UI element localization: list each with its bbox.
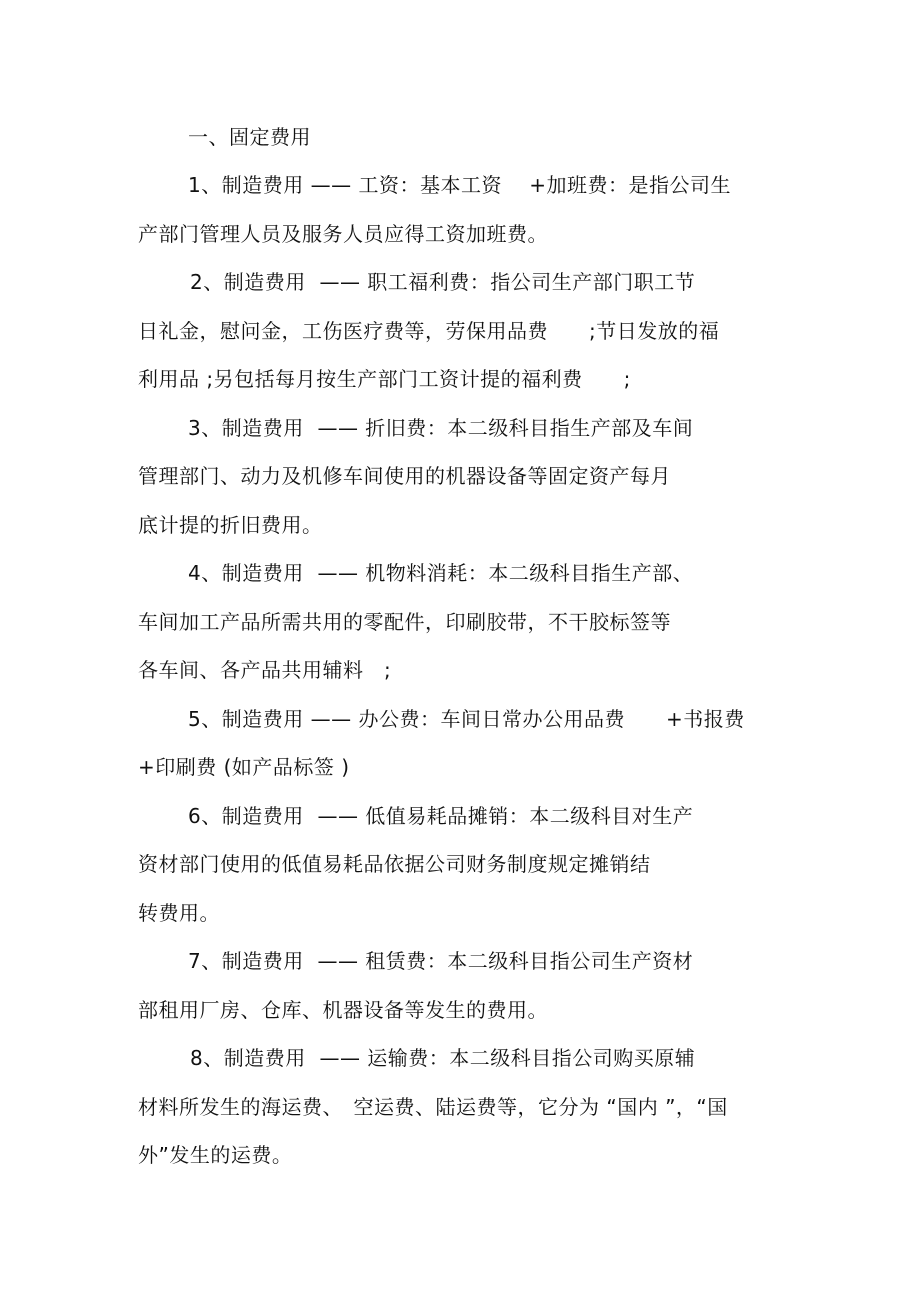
item-7-line-2: 部租用厂房、仓库、机器设备等发生的费用。 bbox=[138, 998, 548, 1022]
item-8-line-1: 8、制造费用 —— 运输费：本二级科目指公司购买原辅 bbox=[190, 1046, 696, 1070]
item-3-line-1: 3、制造费用 —— 折旧费：本二级科目指生产部及车间 bbox=[188, 416, 694, 440]
item-2-line-1: 2、制造费用 —— 职工福利费：指公司生产部门职工节 bbox=[190, 270, 696, 294]
item-8-line-3: 外”发生的运费。 bbox=[138, 1143, 293, 1167]
section-heading: 一、固定费用 bbox=[188, 125, 311, 149]
item-4-line-1: 4、制造费用 —— 机物料消耗：本二级科目指生产部、 bbox=[188, 561, 694, 585]
item-5-line-2: +印刷费 (如产品标签 ) bbox=[138, 755, 350, 779]
item-2-line-2: 日礼金，慰问金，工伤医疗费等，劳保用品费 ;节日发放的福 bbox=[138, 319, 720, 343]
item-1-line-2: 产部门管理人员及服务人员应得工资加班费。 bbox=[138, 222, 548, 246]
item-3-line-2: 管理部门、动力及机修车间使用的机器设备等固定资产每月 bbox=[138, 464, 671, 488]
item-3-line-3: 底计提的折旧费用。 bbox=[138, 513, 323, 537]
item-5-line-1: 5、制造费用 —— 办公费：车间日常办公用品费 +书报费 bbox=[188, 707, 745, 731]
item-7-line-1: 7、制造费用 —— 租赁费：本二级科目指公司生产资材 bbox=[188, 949, 694, 973]
item-6-line-1: 6、制造费用 —— 低值易耗品摊销：本二级科目对生产 bbox=[188, 804, 694, 828]
item-6-line-3: 转费用。 bbox=[138, 901, 220, 925]
item-4-line-2: 车间加工产品所需共用的零配件，印刷胶带，不干胶标签等 bbox=[138, 610, 671, 634]
item-2-line-3: 利用品 ;另包括每月按生产部门工资计提的福利费 ; bbox=[138, 367, 631, 391]
item-8-line-2: 材料所发生的海运费、 空运费、陆运费等，它分为 “国内 ”，“国 bbox=[138, 1095, 728, 1119]
item-1-line-1: 1、制造费用 —— 工资：基本工资 +加班费：是指公司生 bbox=[188, 173, 732, 197]
item-6-line-2: 资材部门使用的低值易耗品依据公司财务制度规定摊销结 bbox=[138, 852, 651, 876]
item-4-line-3: 各车间、各产品共用辅料 ; bbox=[138, 658, 392, 682]
